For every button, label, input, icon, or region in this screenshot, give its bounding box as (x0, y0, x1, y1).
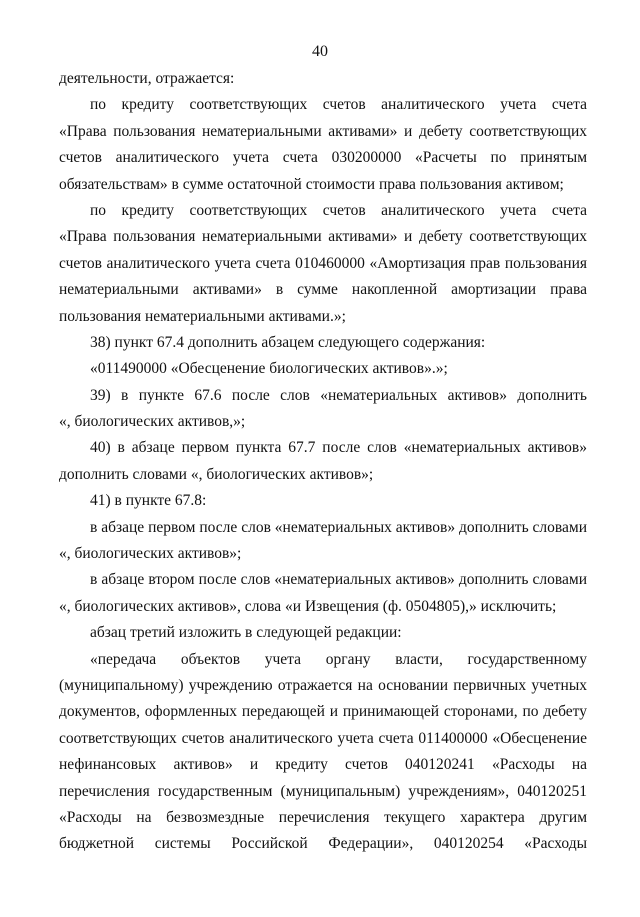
text-line: счетов аналитического учета счета 030200000 «Расчеты по принятым (59, 149, 587, 167)
text-line: бюджетной системы Российской Федерации», 040120254 «Расходы (59, 835, 587, 853)
text-line: по кредиту соответствующих счетов аналитического учета счета (90, 96, 587, 114)
text-line: 38) пункт 67.4 дополнить абзацем следующего содержания: (90, 333, 486, 351)
text-line: «Права пользования нематериальными активами» и дебету соответствующих (59, 122, 587, 140)
text-line: (муниципальному) учреждению отражается на основании первичных учетных (59, 676, 587, 694)
text-line: в абзаце первом после слов «нематериальных активов» дополнить словами (90, 518, 587, 536)
text-line: дополнить словами «, биологических активов»; (59, 465, 374, 483)
text-line: 41) в пункте 67.8: (90, 492, 207, 510)
body-text (59, 66, 587, 858)
page-number: 40 (312, 43, 328, 60)
text-line: пользования нематериальными активами.»; (59, 307, 346, 325)
text-line: 40) в абзаце первом пункта 67.7 после слов «нематериальных активов» (90, 439, 587, 457)
text-line: «011490000 «Обесценение биологических активов».»; (90, 360, 448, 378)
text-line: «, биологических активов», слова «и Извещения (ф. 0504805),» исключить; (59, 597, 557, 615)
text-line: по кредиту соответствующих счетов аналитического учета счета (90, 201, 587, 219)
text-line: соответствующих счетов аналитического учета счета 011400000 «Обесценение (59, 729, 587, 747)
text-line: перечисления государственным (муниципальным) учреждениям», 040120251 (59, 782, 587, 800)
text-line: деятельности, отражается: (59, 70, 235, 87)
text-line: документов, оформленных передающей и принимающей сторонами, по дебету (59, 703, 587, 721)
text-line: «, биологических активов»; (59, 545, 242, 563)
text-line: обязательствам» в сумме остаточной стоимости права пользования активом; (59, 175, 564, 193)
text-line: абзац третий изложить в следующей редакции: (90, 624, 402, 642)
text-line: «Права пользования нематериальными активами» и дебету соответствующих (59, 228, 587, 246)
text-line: «Расходы на безвозмездные перечисления текущего характера другим (59, 808, 587, 826)
text-line: нефинансовых активов» и кредиту счетов 040120241 «Расходы на (59, 756, 587, 774)
text-line: «, биологических активов,»; (59, 413, 246, 431)
text-line: «передача объектов учета органу власти, государственному (90, 650, 587, 668)
text-line: в абзаце втором после слов «нематериальных активов» дополнить словами (90, 571, 587, 589)
text-line: нематериальными активами» в сумме накопленной амортизации права (59, 281, 587, 299)
text-line: счетов аналитического учета счета 010460000 «Амортизация прав пользования (59, 254, 587, 272)
text-line: 39) в пункте 67.6 после слов «нематериальных активов» дополнить (90, 386, 587, 404)
